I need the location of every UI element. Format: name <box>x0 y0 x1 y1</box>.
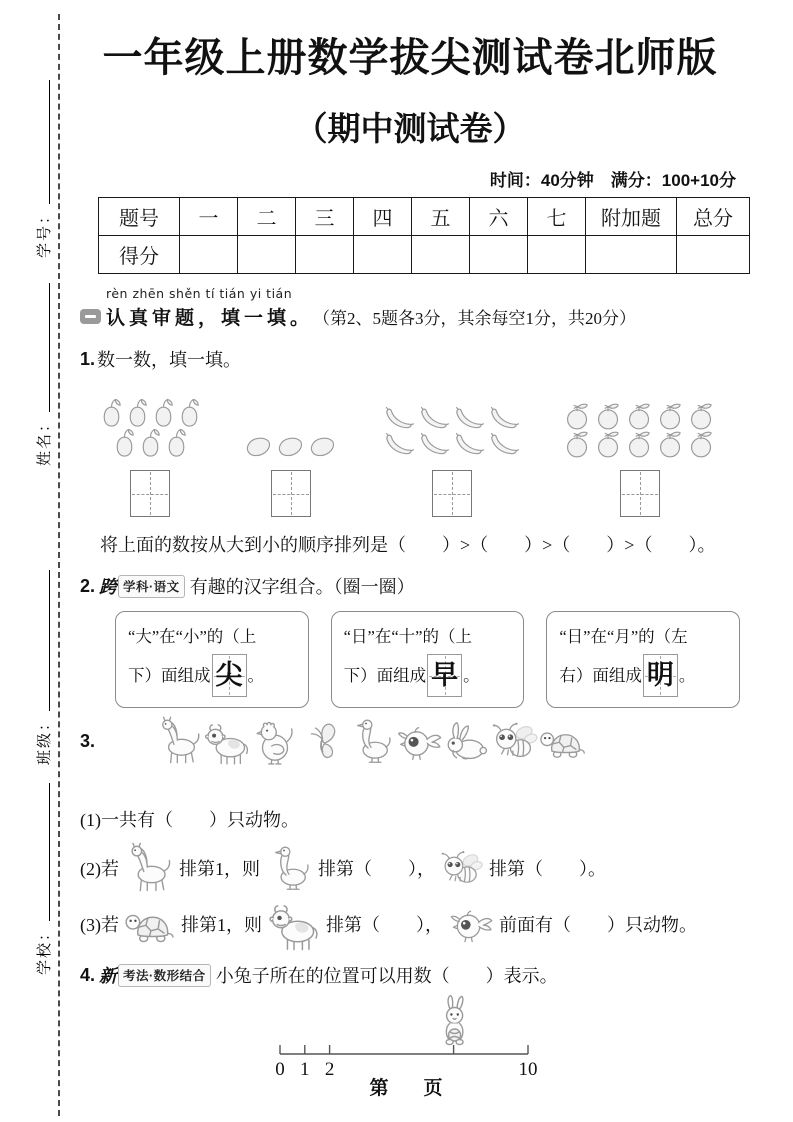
badge-prefix-xin: 新 <box>99 966 118 986</box>
question-3-3 <box>80 896 740 952</box>
fruit-groups-row <box>95 386 720 517</box>
question-4-number: 4. <box>80 964 96 985</box>
apple-icon <box>656 402 686 430</box>
apple-icon <box>625 430 655 458</box>
mango-icon <box>307 436 338 458</box>
sidebar-field-name <box>24 283 54 466</box>
count-answer-box[interactable] <box>620 470 660 517</box>
paper-content <box>80 0 740 1085</box>
answer-character: 尖 <box>215 660 243 690</box>
hanzi-box-line2: 下）面组成 <box>128 665 211 685</box>
q3-2-pre: (2)若 <box>80 859 119 879</box>
sidebar-field-class <box>24 570 54 765</box>
bird-image <box>447 900 495 948</box>
banana-icon <box>487 406 521 432</box>
banana-icon <box>452 406 486 432</box>
student-number-label: 学号： <box>36 206 53 258</box>
hanzi-box-line1: “日”在“月”的（左 <box>559 627 688 646</box>
question-2-number: 2. <box>80 575 96 596</box>
horse-icon <box>154 716 204 766</box>
score-cell[interactable] <box>470 236 528 274</box>
score-col-一: 一 <box>180 198 238 236</box>
bee-image <box>439 845 485 891</box>
pear-icon <box>112 428 137 458</box>
class-fill-line[interactable] <box>49 570 50 711</box>
goose-icon <box>346 716 396 766</box>
time-score-meta: 时间：40分钟 满分：100+10分 <box>489 171 736 190</box>
pear-icon <box>125 398 150 428</box>
question-1-number: 1. <box>80 348 96 369</box>
score-cell[interactable] <box>528 236 586 274</box>
score-table-score-row <box>99 236 750 274</box>
score-cell[interactable] <box>677 236 750 274</box>
butterfly-icon <box>298 716 348 766</box>
score-col-label: 题号 <box>99 198 180 236</box>
pear-icon <box>164 428 189 458</box>
period: 。 <box>463 665 480 685</box>
question-1-text: 数一数，填一填。 <box>97 350 242 370</box>
score-col-三: 三 <box>296 198 354 236</box>
name-label: 姓名： <box>36 414 53 466</box>
school-label: 学校： <box>36 923 53 975</box>
q3-3-mid1: 排第1，则 <box>181 915 262 935</box>
svg-text:1: 1 <box>300 1059 310 1080</box>
hanzi-box-line1: “日”在“十”的（上 <box>343 627 472 646</box>
apple-icon <box>625 402 655 430</box>
section-pinyin: rèn zhēn shěn tí tián yi tián <box>106 286 293 301</box>
q3-2-mid1: 排第1，则 <box>179 859 260 879</box>
pear-icon <box>138 428 163 458</box>
score-table-header-row <box>99 198 750 236</box>
fruit-group-pear <box>95 386 205 517</box>
section-title: 认真审题，填一填。 <box>106 308 314 329</box>
turtle-image <box>123 897 177 951</box>
score-row-label: 得分 <box>99 236 180 274</box>
score-cell[interactable] <box>238 236 296 274</box>
apple-icon <box>563 430 593 458</box>
turtle-icon <box>538 716 588 766</box>
score-cell[interactable] <box>586 236 677 274</box>
new-method-badge <box>99 962 211 988</box>
score-table <box>98 197 750 274</box>
hanzi-box-line1: “大”在“小”的（上 <box>128 627 257 646</box>
rabbit-marker <box>446 996 463 1045</box>
mango-icon <box>243 436 274 458</box>
score-cell[interactable] <box>180 236 238 274</box>
name-fill-line[interactable] <box>49 283 50 412</box>
paper-subtitle: （期中测试卷） <box>294 110 526 147</box>
banana-icon <box>417 432 451 458</box>
q3-3-end: 前面有（ ）只动物。 <box>499 915 697 935</box>
pear-icon <box>177 398 202 428</box>
rabbit-icon <box>442 716 492 766</box>
cow-icon <box>202 716 252 766</box>
question-1 <box>80 346 740 372</box>
period: 。 <box>678 665 696 685</box>
mango-icon <box>275 436 306 458</box>
score-col-六: 六 <box>470 198 528 236</box>
answer-character-box[interactable] <box>427 654 462 697</box>
score-cell[interactable] <box>354 236 412 274</box>
badge-prefix-kua: 跨 <box>99 577 118 597</box>
period: 。 <box>247 665 264 685</box>
apple-icon <box>687 402 717 430</box>
banana-icon <box>417 406 451 432</box>
svg-text:0: 0 <box>275 1059 285 1080</box>
banana-icon <box>487 432 521 458</box>
answer-character: 明 <box>646 660 674 690</box>
fruit-group-banana <box>377 386 527 517</box>
badge-box-number-shape: 考法·数形结合 <box>118 964 211 987</box>
apple-icon <box>656 430 686 458</box>
bird-icon <box>394 716 444 766</box>
apple-icon <box>594 402 624 430</box>
question-3-1: (1)一共有（ ）只动物。 <box>80 810 299 830</box>
apple-icon <box>594 430 624 458</box>
score-col-五: 五 <box>412 198 470 236</box>
sidebar-field-school <box>24 783 54 975</box>
q3-3-pre: (3)若 <box>80 915 119 935</box>
question-4 <box>80 962 740 988</box>
hanzi-box-zao <box>331 611 525 708</box>
count-answer-box[interactable] <box>130 470 170 517</box>
hanzi-combination-boxes <box>115 611 740 708</box>
horse-image <box>123 842 175 894</box>
question-2-text: 有趣的汉字组合。（圈一圈） <box>189 577 415 597</box>
count-answer-box[interactable] <box>271 470 311 517</box>
cow-image <box>266 896 322 952</box>
answer-character-box[interactable] <box>643 654 678 697</box>
score-col-七: 七 <box>528 198 586 236</box>
animal-row <box>155 716 587 766</box>
question-3-number: 3. <box>80 730 96 751</box>
section-heading <box>80 303 740 330</box>
section-score-note: （第2、5题各3分，其余每空1分，共20分） <box>313 309 637 328</box>
page-footer: 第 页 <box>369 1078 451 1099</box>
goose-image <box>264 843 314 893</box>
number-line <box>268 990 740 1085</box>
hanzi-box-line2: 右）面组成 <box>559 665 642 685</box>
banana-icon <box>452 432 486 458</box>
student-number-fill-line[interactable] <box>49 80 50 204</box>
q3-3-mid2: 排第（ ）， <box>326 915 443 935</box>
score-col-二: 二 <box>238 198 296 236</box>
school-fill-line[interactable] <box>49 783 50 921</box>
pear-icon <box>99 398 124 428</box>
score-col-总分: 总分 <box>677 198 750 236</box>
score-cell[interactable] <box>412 236 470 274</box>
class-label: 班级： <box>36 713 53 765</box>
badge-box-chinese: 学科·语文 <box>118 575 185 598</box>
svg-text:10: 10 <box>518 1059 538 1080</box>
order-sentence: 将上面的数按从大到小的顺序排列是（ ）>（ ）>（ ）>（ ）。 <box>100 535 716 555</box>
hanzi-box-ming <box>546 611 740 708</box>
chicken-icon <box>250 716 300 766</box>
cross-subject-badge <box>99 573 185 599</box>
bee-icon <box>490 716 540 766</box>
section-one-icon <box>80 309 101 324</box>
apple-icon <box>563 402 593 430</box>
question-3 <box>80 716 740 766</box>
count-answer-box[interactable] <box>432 470 472 517</box>
score-cell[interactable] <box>296 236 354 274</box>
sidebar-field-student-number <box>24 80 54 258</box>
q3-2-mid2: 排第（ ）， <box>318 859 435 879</box>
answer-character-box[interactable] <box>212 654 247 697</box>
paper-title: 一年级上册数学拔尖测试卷北师版 <box>102 36 718 80</box>
svg-text:2: 2 <box>324 1059 335 1080</box>
question-2 <box>80 573 740 599</box>
answer-character: 早 <box>431 660 459 690</box>
hanzi-box-line2: 下）面组成 <box>343 665 427 685</box>
score-col-四: 四 <box>354 198 412 236</box>
apple-icon <box>687 430 717 458</box>
question-4-text: 小兔子所在的位置可以用数（ ）表示。 <box>215 966 558 986</box>
hanzi-box-jian <box>115 611 309 708</box>
q3-2-end: 排第（ ）。 <box>489 859 606 879</box>
margin-dashed-line <box>58 14 60 1116</box>
score-col-附加题: 附加题 <box>586 198 677 236</box>
fruit-group-apple <box>560 386 720 517</box>
pear-icon <box>151 398 176 428</box>
question-3-2 <box>80 842 740 894</box>
banana-icon <box>382 432 416 458</box>
fruit-group-mango <box>238 386 343 517</box>
banana-icon <box>382 406 416 432</box>
